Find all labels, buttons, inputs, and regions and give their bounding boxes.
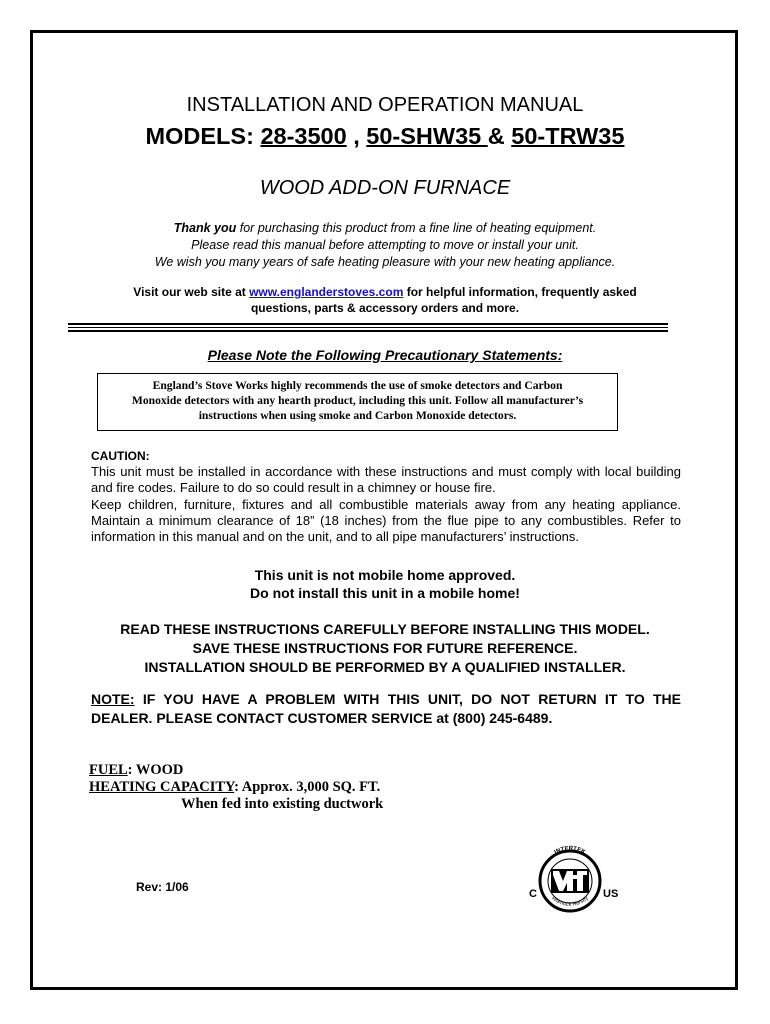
certification-logo-icon bbox=[515, 835, 623, 925]
website-link[interactable]: www.englanderstoves.com bbox=[249, 285, 404, 299]
models-heading bbox=[0, 123, 770, 150]
precaution-line1: England’s Stove Works highly recommends the use of smoke detectors and Carbon bbox=[152, 379, 563, 392]
logo-bottom-text: Warnock Hersey bbox=[550, 895, 590, 908]
capacity-label: HEATING CAPACITY bbox=[89, 779, 235, 795]
fuel-value: : WOOD bbox=[127, 762, 184, 778]
precaution-heading: Please Note the Following Precautionary Statements: bbox=[207, 347, 563, 363]
model-28-3500: 28-3500 bbox=[260, 123, 347, 149]
mobile-line1: This unit is not mobile home approved. bbox=[254, 567, 516, 583]
model-50-trw35: 50-TRW35 bbox=[511, 123, 625, 149]
caution-text bbox=[91, 464, 681, 545]
read-line3: INSTALLATION SHOULD BE PERFORMED BY A QUALIFIED INSTALLER. bbox=[144, 659, 626, 675]
certification-logo bbox=[515, 835, 623, 925]
revision-label: Rev: 1/06 bbox=[136, 880, 189, 894]
website-notice bbox=[0, 284, 770, 316]
model-50-shw35: 50-SHW35 bbox=[366, 123, 488, 149]
read-line2: SAVE THESE INSTRUCTIONS FOR FUTURE REFERENCE. bbox=[192, 640, 578, 656]
customer-service-note bbox=[91, 690, 681, 728]
read-instructions bbox=[0, 620, 770, 677]
note-label: NOTE: bbox=[91, 691, 135, 707]
logo-top-text: INTERTEK bbox=[553, 845, 587, 856]
precaution-line3: instructions when using smoke and Carbon Monoxide detectors. bbox=[198, 409, 517, 422]
caution-label: CAUTION: bbox=[91, 449, 150, 463]
divider-rule bbox=[68, 330, 668, 332]
logo-us-mark: US bbox=[603, 888, 619, 900]
thanks-line3: We wish you many years of safe heating pleasure with your new heating appliance. bbox=[154, 255, 616, 269]
divider-rule bbox=[68, 327, 668, 328]
manual-title: INSTALLATION AND OPERATION MANUAL bbox=[186, 94, 584, 116]
caution-paragraph-2: Keep children, furniture, fixtures and all combustible materials away from any heating appliance. Maintain a minimum clearance of 18” (18 inches) from the flue pipe to any combustibles. Refer to information in this manual and on the unit, and to all pipe manufacturers’ instructions. bbox=[91, 496, 681, 545]
mobile-home-warning bbox=[0, 566, 770, 602]
models-separator: & bbox=[487, 123, 512, 149]
note-text: IF YOU HAVE A PROBLEM WITH THIS UNIT, DO NOT RETURN IT TO THE DEALER. PLEASE CONTACT CUSTOMER SERVICE at (800) 245-6489. bbox=[91, 691, 681, 726]
capacity-value: : Approx. 3,000 SQ. FT. bbox=[234, 779, 381, 795]
fuel-label: FUEL bbox=[89, 762, 128, 778]
thank-you-message bbox=[0, 220, 770, 271]
visit-after: for helpful information, frequently asked bbox=[403, 285, 637, 299]
thanks-line1: for purchasing this product from a fine line of heating equipment. bbox=[236, 221, 597, 235]
thanks-line2: Please read this manual before attempting to move or install your unit. bbox=[191, 238, 579, 252]
specifications bbox=[89, 762, 383, 813]
visit-before: Visit our web site at bbox=[133, 285, 250, 299]
capacity-note: When fed into existing ductwork bbox=[181, 796, 384, 812]
thank-you-bold: Thank you bbox=[173, 221, 237, 235]
subtitle: WOOD ADD-ON FURNACE bbox=[259, 177, 511, 199]
visit-line2: questions, parts & accessory orders and more. bbox=[250, 301, 520, 315]
read-line1: READ THESE INSTRUCTIONS CAREFULLY BEFORE INSTALLING THIS MODEL. bbox=[120, 621, 650, 637]
caution-paragraph-1: This unit must be installed in accordance with these instructions and must comply with local building and fire codes. Failure to do so could result in a chimney or house fire. bbox=[91, 464, 681, 496]
models-separator: , bbox=[346, 123, 367, 149]
precaution-line2: Monoxide detectors with any hearth product, including this unit. Follow all manufacturer’s bbox=[131, 394, 584, 407]
models-prefix: MODELS: bbox=[145, 123, 261, 149]
divider-rule bbox=[68, 323, 668, 325]
mobile-line2: Do not install this unit in a mobile home! bbox=[250, 585, 520, 601]
logo-c-mark: C bbox=[529, 888, 537, 900]
precaution-box bbox=[97, 373, 618, 431]
